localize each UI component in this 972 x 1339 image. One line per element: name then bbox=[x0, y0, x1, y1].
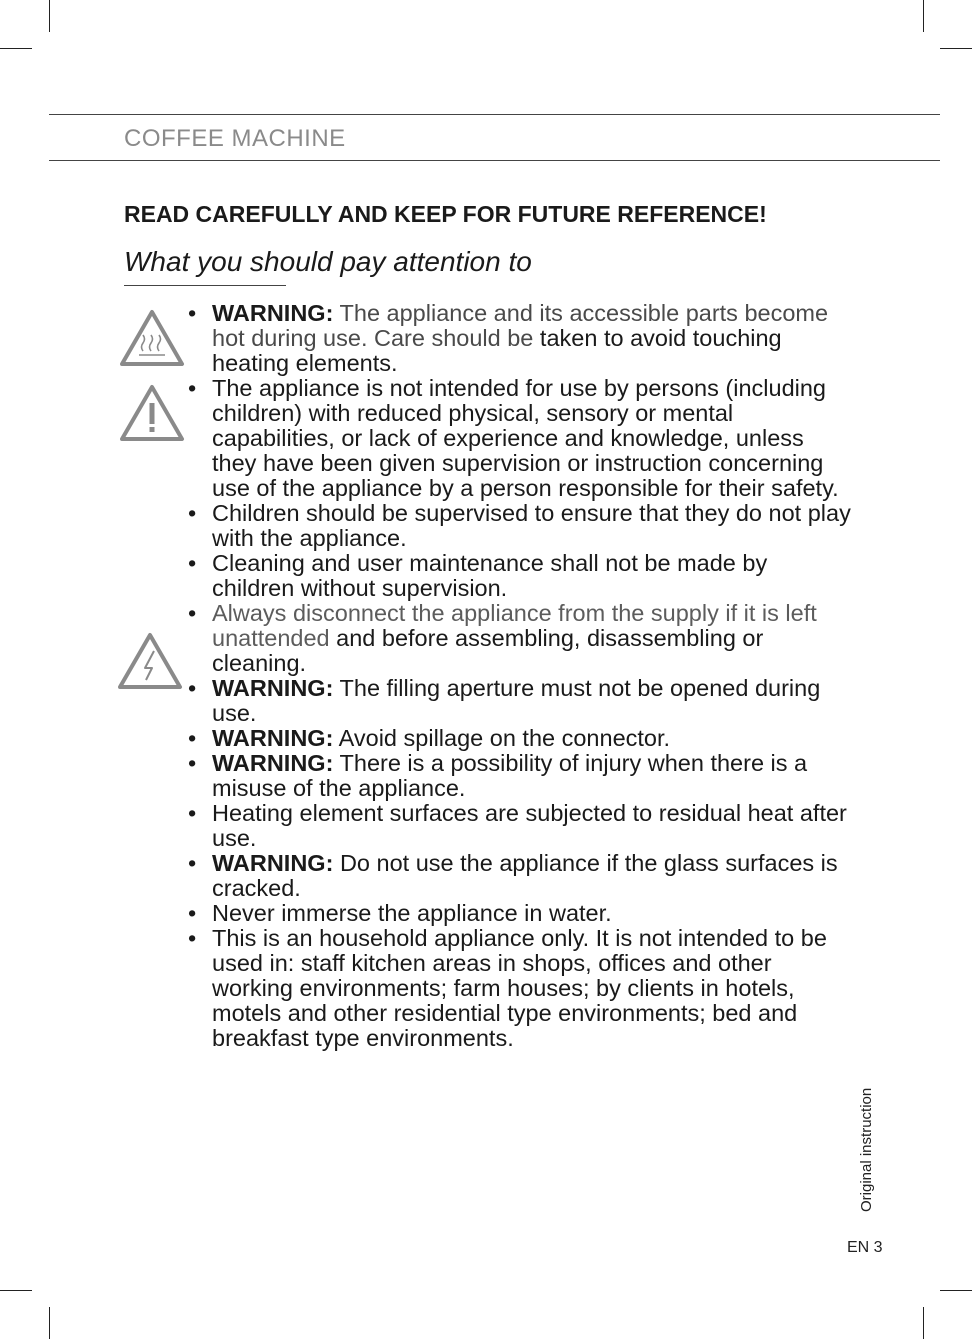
bullet-text: Do not use the appliance if the glass surfaces is cracked. bbox=[212, 850, 838, 901]
hot-surface-warning-icon bbox=[119, 309, 185, 367]
list-item: • WARNING: Avoid spillage on the connector. bbox=[188, 725, 671, 751]
list-item: • WARNING: The filling aperture must not be opened during use. bbox=[188, 675, 821, 726]
list-item: • WARNING: There is a possibility of injury when there is a misuse of the appliance. bbox=[188, 750, 808, 801]
list-item: • Never immerse the appliance in water. bbox=[188, 901, 853, 926]
bullet-text: The filling aperture must not be opened during use. bbox=[212, 675, 821, 726]
bullet-text: Avoid spillage on the connector. bbox=[338, 725, 671, 751]
bullet-text: Always disconnect the appliance from the supply if it is left unattended bbox=[212, 600, 817, 651]
warning-label: WARNING: bbox=[212, 675, 334, 701]
bullet-text: The appliance is not intended for use by persons (including children) with reduced physical, sensory or mental capabilities, or lack of experience and knowledge, unless they have been given supervision or instruction concerning use of the appliance by a person responsible for their safety. bbox=[212, 375, 839, 501]
bullet-text: Never immerse the appliance in water. bbox=[212, 900, 612, 926]
list-item: • WARNING: The appliance and its accessible parts become hot during use. Care should be taken to avoid touching heating elements. bbox=[188, 300, 829, 376]
crop-mark bbox=[923, 0, 924, 32]
list-item: • The appliance is not intended for use by persons (including children) with reduced physical, sensory or mental capabilities, or lack of experience and knowledge, unless they have been given supervision or instruction concerning use of the appliance by a person responsible for their safety. bbox=[188, 376, 853, 501]
warning-label: WARNING: bbox=[212, 750, 334, 776]
original-instruction-label: Original instruction bbox=[858, 1087, 875, 1212]
crop-mark bbox=[940, 48, 972, 49]
crop-mark bbox=[49, 0, 50, 32]
section-title: COFFEE MACHINE bbox=[124, 125, 346, 152]
bullet-text: The appliance and its accessible parts become hot during use. Care should be bbox=[212, 300, 829, 351]
warning-label: WARNING: bbox=[212, 300, 334, 326]
electric-shock-warning-icon bbox=[117, 632, 183, 690]
header-top-rule bbox=[49, 114, 940, 115]
list-item: • Children should be supervised to ensure that they do not play with the appliance. bbox=[188, 501, 853, 551]
subheading-underline bbox=[124, 285, 286, 286]
list-item: • This is an household appliance only. It is not intended to be used in: staff kitchen areas in shops, offices and other working environments; farm houses; by clients in hotels, motels and other residential type environments; bed and breakfast type environments. bbox=[188, 926, 853, 1051]
crop-mark bbox=[0, 48, 32, 49]
safety-instructions-list bbox=[188, 301, 853, 1051]
warning-label: WARNING: bbox=[212, 725, 334, 751]
bullet-text: taken to avoid touching heating elements. bbox=[212, 325, 782, 376]
bullet-text: Cleaning and user maintenance shall not be made by children without supervision. bbox=[212, 550, 768, 601]
crop-mark bbox=[0, 1290, 32, 1291]
general-warning-icon bbox=[119, 384, 185, 442]
bullet-text: This is an household appliance only. It is not intended to be used in: staff kitchen areas in shops, offices and other working environments; farm houses; by clients in hotels, motels and other residential type environments; bed and breakfast type environments. bbox=[212, 925, 827, 1051]
subheading: What you should pay attention to bbox=[124, 246, 532, 277]
bullet-text: Children should be supervised to ensure that they do not play with the appliance. bbox=[212, 500, 851, 551]
header-bottom-rule bbox=[49, 160, 940, 161]
page-number: EN 3 bbox=[847, 1239, 883, 1256]
crop-mark bbox=[923, 1307, 924, 1339]
list-item: • WARNING: Do not use the appliance if the glass surfaces is cracked. bbox=[188, 850, 838, 901]
bullet-text: and before assembling, disassembling or cleaning. bbox=[212, 625, 764, 676]
list-item: • Always disconnect the appliance from the supply if it is left unattended and before assembling, disassembling or cleaning. bbox=[188, 600, 817, 676]
headline: READ CAREFULLY AND KEEP FOR FUTURE REFERENCE! bbox=[124, 201, 767, 227]
list-item: • Cleaning and user maintenance shall not be made by children without supervision. bbox=[188, 551, 853, 601]
warning-label: WARNING: bbox=[212, 850, 334, 876]
crop-mark bbox=[49, 1307, 50, 1339]
bullet-text: Heating element surfaces are subjected to residual heat after use. bbox=[212, 800, 847, 851]
bullet-text: There is a possibility of injury when there is a misuse of the appliance. bbox=[212, 750, 808, 801]
list-item: • Heating element surfaces are subjected to residual heat after use. bbox=[188, 801, 853, 851]
crop-mark bbox=[940, 1290, 972, 1291]
